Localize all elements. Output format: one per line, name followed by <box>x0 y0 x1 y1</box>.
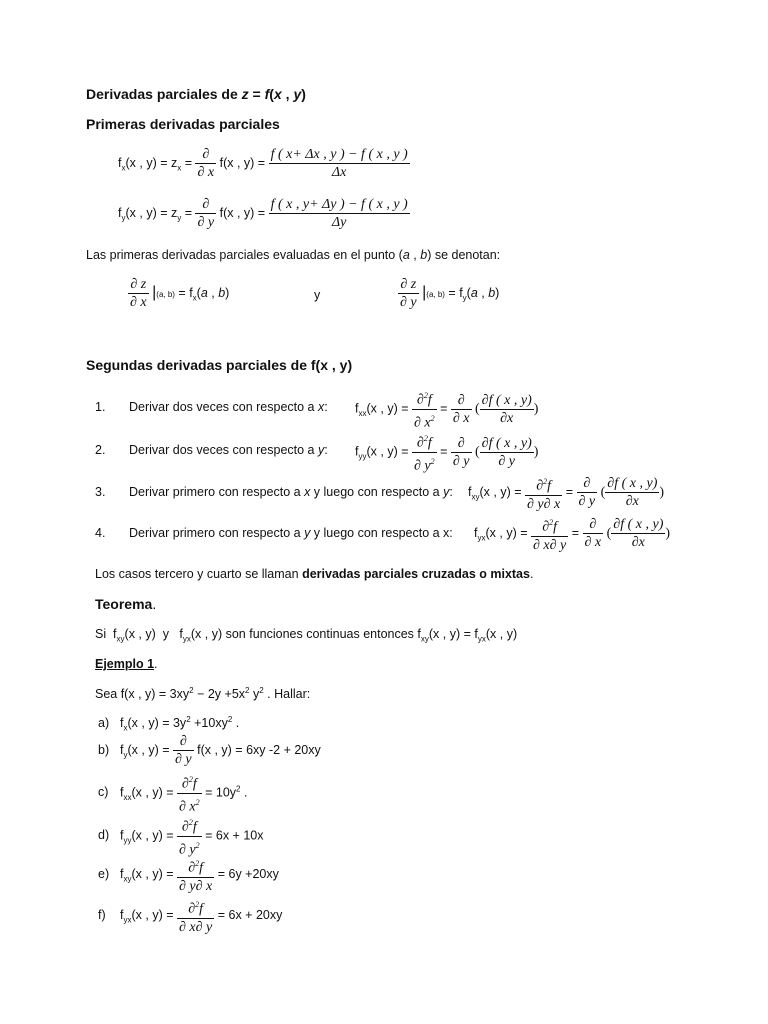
fyy-formula: $f_{yy}(x$ , y) = $\frac{\partial^2f}{\partial y^2}$ = $\frac{\partial}{\partial y}$ ( $\frac{\partial f ( x , y)}{\partial y}$ ) <box>355 430 538 474</box>
y-conjunction: y <box>314 288 321 302</box>
fyx-formula: $f_{yx}(x$ , y) = $\frac{\partial^2f}{\partial x\partial y}$ = $\frac{\partial}{\partial x}$ ( $\frac{\partial f ( x , y)}{\partial x}$ ) <box>474 514 670 554</box>
answer-f: f) $f_{yx}(x$ , y) = $\frac{\partial^2f}{\partial x\partial y}$ = 6x + 20xy <box>98 896 282 936</box>
list-item-4: 4. Derivar primero con respecto a y y luego con respecto a x: <box>95 526 453 540</box>
fxx-formula: $f_{xx}(x$ , y) = $\frac{\partial^2f}{\partial x^2}$ = $\frac{\partial}{\partial x}$ ( $\frac{\partial f ( x , y)}{\partial x}$ ) <box>355 387 538 431</box>
answer-e: e) $f_{xy}(x$ , y) = $\frac{\partial^2f}{\partial y\partial x}$ = 6y +20xy <box>98 855 279 895</box>
evaluation-sentence: Las primeras derivadas parciales evaluadas en el punto (a , b) se denotan: <box>86 248 501 262</box>
cases-sentence: Los casos tercero y cuarto se llaman derivadas parciales cruzadas o mixtas. <box>95 567 534 581</box>
list-item-2: 2. Derivar dos veces con respecto a y: <box>95 443 328 457</box>
answer-c: c) $f_{xx}(x$ , y) = $\frac{\partial^2f}{\partial x^2}$ = $10y^2$ . <box>98 771 247 815</box>
answer-d: d) $f_{yy}(x$ , y) = $\frac{\partial^2f}{\partial y^2}$ = 6x + 10x <box>98 814 263 858</box>
answer-b: b) $f_y(x$ , y) = $\frac{\partial}{\partial y}$ f(x , y) = 6xy -2 + 20xy <box>98 734 321 767</box>
page-title: Derivadas parciales de z = f(x , y) <box>86 86 306 102</box>
example-title: Ejemplo 1. <box>95 657 158 671</box>
eval-dz-dx: $\frac{\partial z}{\partial x}$ |(a, $b) = f_x(a$ , b) <box>130 277 230 310</box>
fx-definition: $f_x(x$ , $y) = z_x$ = $\frac{\partial}{\partial x}$ f(x , y) = $\frac{f ( x+ \Delta x , y ) - f ( x , y )}{\Delta x}$ <box>118 147 408 180</box>
theorem-statement: Si $f_{xy}(x$ , y) y $f_{yx}(x$ , y) son funciones continuas entonces $f_{xy}(x$ , $y) = f_{yx}(x$ , y) <box>95 627 518 644</box>
section-second-derivatives: Segundas derivadas parciales de f(x , y) <box>86 357 353 373</box>
example-statement: Sea f(x , $y) = 3xy^2 - 2y +5x^2$ $y^2$ . Hallar: <box>95 686 311 702</box>
list-item-3: 3. Derivar primero con respecto a x y luego con respecto a y: <box>95 485 453 499</box>
eval-dz-dy: $\frac{\partial z}{\partial y}$ |(a, $b) = f_y(a$ , b) <box>400 277 500 310</box>
fxy-formula: $f_{xy}(x$ , y) = $\frac{\partial^2f}{\partial y\partial x}$ = $\frac{\partial}{\partial y}$ ( $\frac{\partial f ( x , y)}{\partial x}$ ) <box>468 473 664 513</box>
section-first-derivatives: Primeras derivadas parciales <box>86 116 280 132</box>
fy-definition: $f_y(x$ , $y) = z_y$ = $\frac{\partial}{\partial y}$ f(x , y) = $\frac{f ( x , y+ \Delta y ) - f ( x , y )}{\Delta y}$ <box>118 197 408 230</box>
answer-a: a) $f_x(x$ , $y) = 3y^2 +10xy^2$ . <box>98 715 240 733</box>
theorem-title: Teorema. <box>95 596 157 612</box>
list-item-1: 1. Derivar dos veces con respecto a x: <box>95 400 328 414</box>
